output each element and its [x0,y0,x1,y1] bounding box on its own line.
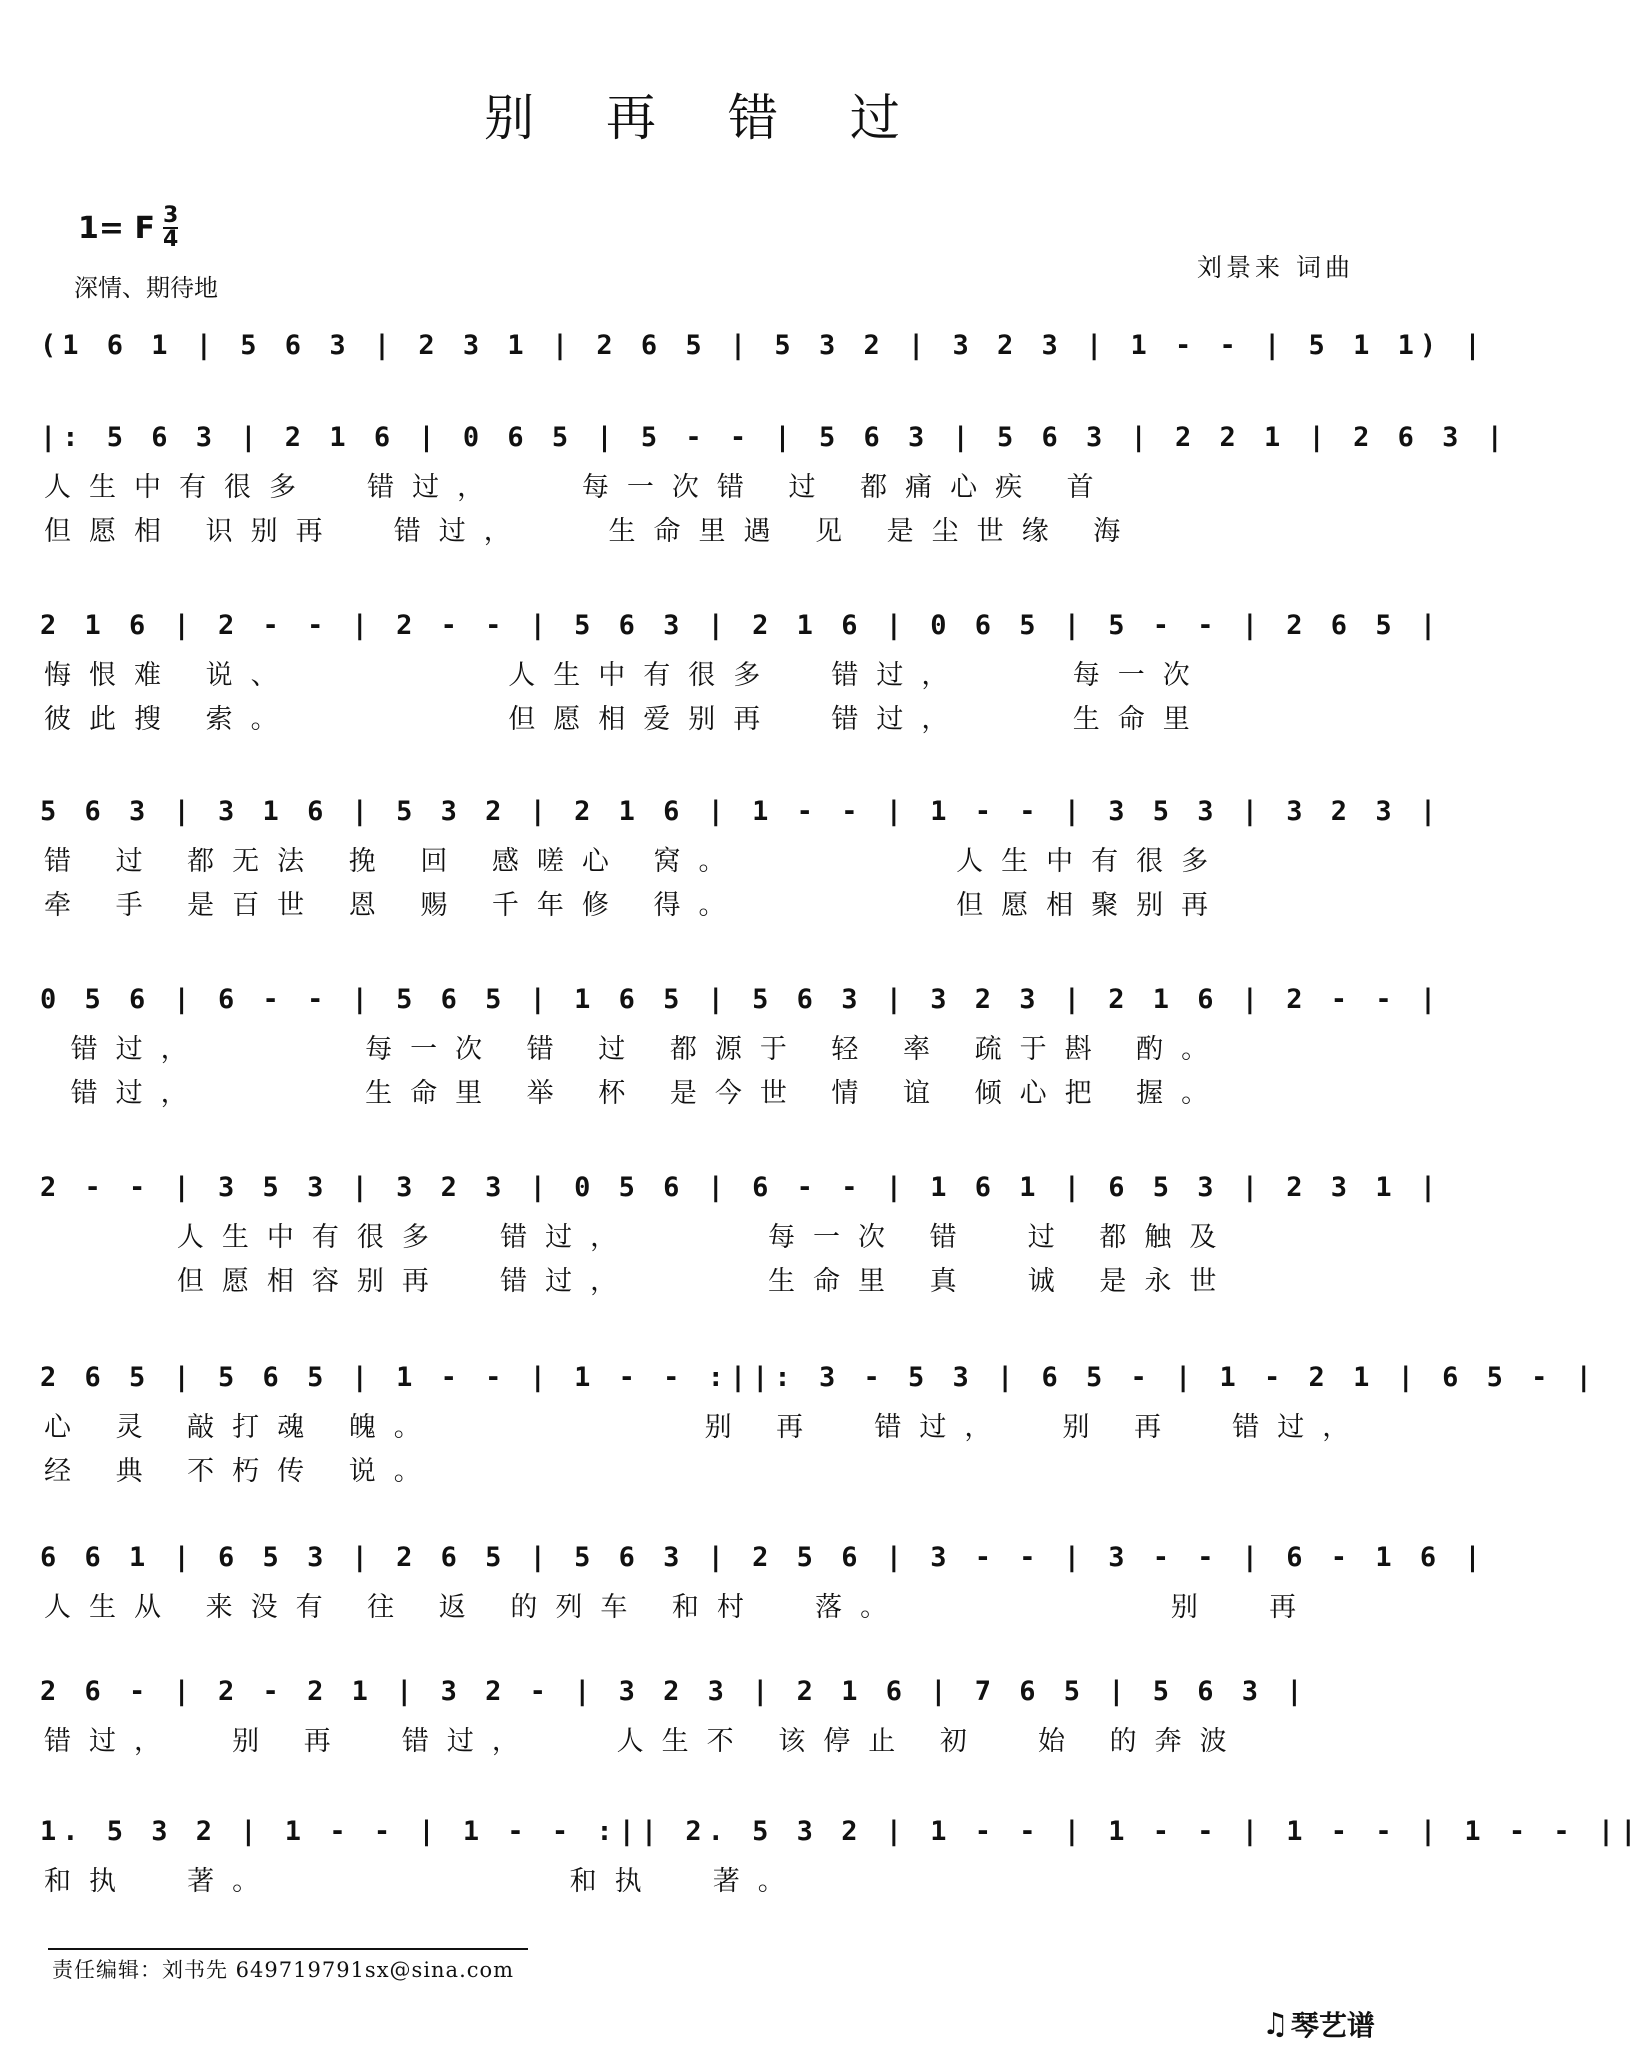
logo-text: 琴艺谱 [1290,2009,1375,2042]
lyric-line: 人生中有很多 错过， 每一次错 过 都痛心疾 首 [44,472,1112,503]
notation-line: 0 5 6 | 6 - - | 5 6 5 | 1 6 5 | 5 6 3 | 3 2 3 | 2 1 6 | 2 - - | [40,984,1443,1015]
score-system [40,1530,1487,1630]
score-system [40,784,1443,928]
lyric-line: 人生中有很多 错过， 每一次 错 过 都触及 [44,1222,1235,1253]
notation-line: 1. 5 3 2 | 1 - - | 1 - - :|| 2. 5 3 2 | 1 - - | 1 - - | 1 - - | 1 - - || [40,1816,1642,1847]
notation-line: 2 - - | 3 5 3 | 3 2 3 | 0 5 6 | 6 - - | 1 6 1 | 6 5 3 | 2 3 1 | [40,1172,1443,1203]
score-system [40,410,1509,554]
lyric-line: 心 灵 敲打魂 魄。 别 再 错过， 别 再 错过， [44,1412,1368,1443]
lyric-line: 错过， 每一次 错 过 都源于 轻 率 疏于斟 酌。 [44,1034,1227,1065]
score-system [40,1664,1368,1764]
lyric-line: 和执 著。 和执 著。 [44,1866,803,1897]
time-denominator: 4 [162,227,179,252]
notation-line: 6 6 1 | 6 5 3 | 2 6 5 | 5 6 3 | 2 5 6 | 3 - - | 3 - - | 6 - 1 6 | [40,1542,1487,1573]
time-signature [163,205,178,251]
key-signature [78,205,178,251]
score-system [40,1160,1443,1304]
notation-line: 2 6 - | 2 - 2 1 | 3 2 - | 3 2 3 | 2 1 6 | 7 6 5 | 5 6 3 | [40,1676,1309,1707]
lyric-line: 彼此搜 索。 但愿相爱别再 错过， 生命里 [44,704,1208,735]
score-system [40,1804,1642,1904]
lyric-line: 人生从 来没有 往 返 的列车 和村 落。 别 再 [44,1592,1315,1623]
site-logo [1262,2004,1375,2044]
score-system [40,598,1443,742]
lyric-line: 错过， 别 再 错过， 人生不 该停止 初 始 的奔波 [44,1726,1245,1757]
lyric-line: 牵 手 是百世 恩 赐 千年修 得。 但愿相聚别再 [44,890,1227,921]
score-system [40,972,1443,1116]
lyric-line: 悔恨难 说、 人生中有很多 错过， 每一次 [44,660,1208,691]
composer-credit: 刘景来 词曲 [1197,253,1354,282]
lyric-line: 经 典 不朽传 说。 [44,1456,439,1487]
lyric-line: 但愿相 识别再 错过， 生命里遇 见 是尘世缘 海 [44,516,1139,547]
lyric-line: 错过， 生命里 举 杯 是今世 情 谊 倾心把 握。 [44,1078,1227,1109]
key-label: 1= F [78,210,155,246]
time-numerator: 3 [162,203,179,228]
tempo-marking: 深情、期待地 [74,274,218,302]
notation-line: 2 1 6 | 2 - - | 2 - - | 5 6 3 | 2 1 6 | 0 6 5 | 5 - - | 2 6 5 | [40,610,1443,641]
lyric-line: 但愿相容别再 错过， 生命里 真 诚 是永世 [44,1266,1235,1297]
footer-divider [48,1948,528,1950]
score-system [40,318,1487,374]
song-title: 别 再 错 过 [484,89,928,147]
notation-line: (1 6 1 | 5 6 3 | 2 3 1 | 2 6 5 | 5 3 2 | 3 2 3 | 1 - - | 5 1 1) | [40,330,1487,361]
notation-line: |: 5 6 3 | 2 1 6 | 0 6 5 | 5 - - | 5 6 3 | 5 6 3 | 2 2 1 | 2 6 3 | [40,422,1509,453]
notation-line: 5 6 3 | 3 1 6 | 5 3 2 | 2 1 6 | 1 - - | 1 - - | 3 5 3 | 3 2 3 | [40,796,1443,827]
lyric-line: 错 过 都无法 挽 回 感嗟心 窝。 人生中有很多 [44,846,1227,877]
notation-line: 2 6 5 | 5 6 5 | 1 - - | 1 - - :||: 3 - 5 3 | 6 5 - | 1 - 2 1 | 6 5 - | [40,1362,1598,1393]
score-system [40,1350,1598,1494]
editor-credit: 责任编辑：刘书先 649719791sx@sina.com [52,1958,515,1982]
logo-icon: ♫ [1262,2006,1289,2042]
